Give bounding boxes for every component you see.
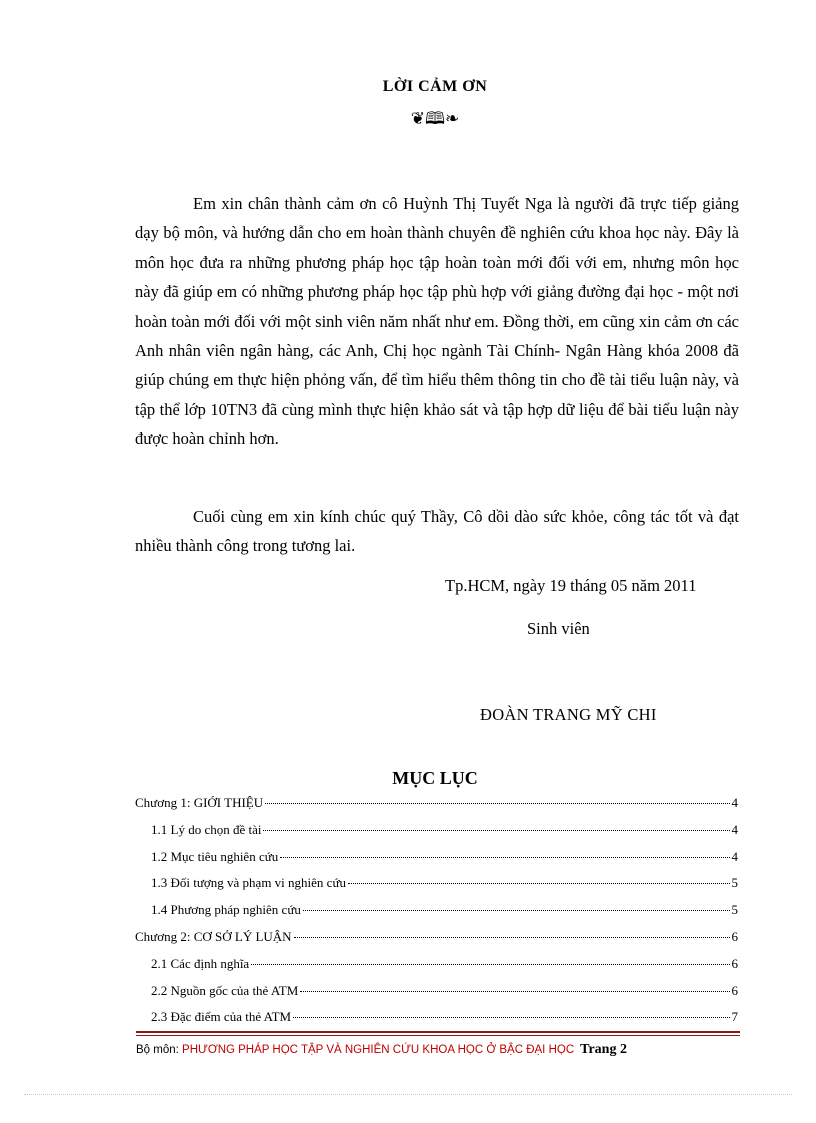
toc-entry-page: 4: [731, 795, 738, 810]
acknowledgement-paragraph-1: Em xin chân thành cảm ơn cô Huỳnh Thị Tuyết Nga là người đã trực tiếp giảng dạy bộ môn, và hướng dẫn cho em hoàn thành chuyên đề nghiên cứu khoa học này. Đây là môn học đưa ra những phương pháp học tập hoàn toàn mới đối với em, nhưng môn học này đã giúp em có những phương pháp học tập phù hợp với giảng đường đại học - một nơi hoàn toàn mới đối với một sinh viên năm nhất như em. Đồng thời, em cũng xin cảm ơn các Anh nhân viên ngân hàng, các Anh, Chị học ngành Tài Chính- Ngân Hàng khóa 2008 đã giúp chúng em thực hiện phỏng vấn, để tìm hiểu thêm thông tin cho đề tài tiểu luận này, và tập thể lớp 10TN3 đã cùng mình thực hiện khảo sát và tập hợp dữ liệu để bài tiểu luận này được hoàn chỉnh hơn.: [135, 194, 739, 449]
footer-page-number: Trang 2: [580, 1042, 627, 1057]
page-footer: [136, 1042, 627, 1058]
toc-leader-dots: [265, 803, 729, 804]
toc-entry-label: 2.1 Các định nghĩa: [151, 955, 250, 971]
toc-leader-dots: [293, 1017, 729, 1018]
footer-course-name: PHƯƠNG PHÁP HỌC TẬP VÀ NGHIÊN CỨU KHOA HỌC Ở BẬC ĐẠI HỌC: [182, 1044, 575, 1056]
toc-leader-dots: [251, 964, 729, 965]
toc-entry[interactable]: [135, 902, 738, 929]
toc-entry-label: 2.3 Đặc điểm của thẻ ATM: [151, 1009, 292, 1025]
toc-leader-dots: [263, 830, 729, 831]
toc-entry-label: Chương 2: CƠ SỞ LÝ LUẬN: [135, 928, 292, 944]
signature-role: Sinh viên: [527, 619, 590, 638]
toc-leader-dots: [300, 991, 729, 992]
toc-leader-dots: [348, 883, 730, 884]
toc-entry-label: 1.4 Phương pháp nghiên cứu: [151, 902, 301, 918]
toc-entry[interactable]: [135, 956, 738, 983]
toc-entry[interactable]: [135, 875, 738, 902]
toc-entry-page: 5: [731, 875, 738, 891]
page-title: LỜI CẢM ƠN: [382, 78, 488, 95]
signature-name: ĐOÀN TRANG MỸ CHI: [480, 705, 657, 724]
toc-entry-page: 4: [731, 848, 738, 864]
acknowledgement-paragraph-2: Cuối cùng em xin kính chúc quý Thầy, Cô dồi dào sức khỏe, công tác tốt và đạt nhiều thành công trong tương lai.: [135, 507, 739, 556]
toc-title: MỤC LỤC: [392, 768, 478, 788]
toc-leader-dots: [280, 857, 729, 858]
toc-entry-page: 7: [731, 1009, 738, 1025]
toc-entry-page: 6: [731, 955, 738, 971]
toc-entry-label: 2.2 Nguồn gốc của thẻ ATM: [151, 982, 299, 998]
toc-entry-label: 1.1 Lý do chọn đề tài: [151, 821, 262, 837]
toc-leader-dots: [294, 937, 730, 938]
toc-entry-label: 1.3 Đối tượng và phạm vi nghiên cứu: [151, 875, 346, 891]
page-bottom-edge: [24, 1094, 792, 1095]
toc-entry[interactable]: [135, 822, 738, 849]
toc-entry[interactable]: [135, 849, 738, 876]
toc-entry-page: 6: [731, 928, 738, 944]
footer-prefix: Bộ môn:: [136, 1044, 183, 1056]
toc-entry-page: 6: [731, 982, 738, 998]
toc-entry-label: Chương 1: GIỚI THIỆU: [135, 795, 264, 810]
toc-entry[interactable]: [135, 983, 738, 1010]
toc-entry[interactable]: [135, 929, 738, 956]
signature-date: Tp.HCM, ngày 19 tháng 05 năm 2011: [445, 576, 697, 595]
table-of-contents: [135, 795, 738, 1036]
toc-leader-dots: [303, 910, 730, 911]
footer-divider-thick: [136, 1031, 740, 1033]
title-ornament: ❦🕮❧: [410, 109, 460, 128]
toc-entry-page: 4: [731, 821, 738, 837]
footer-divider-thin: [136, 1035, 740, 1036]
toc-entry-label: 1.2 Mục tiêu nghiên cứu: [151, 848, 279, 864]
toc-entry-page: 5: [731, 902, 738, 918]
toc-entry[interactable]: [135, 795, 738, 822]
